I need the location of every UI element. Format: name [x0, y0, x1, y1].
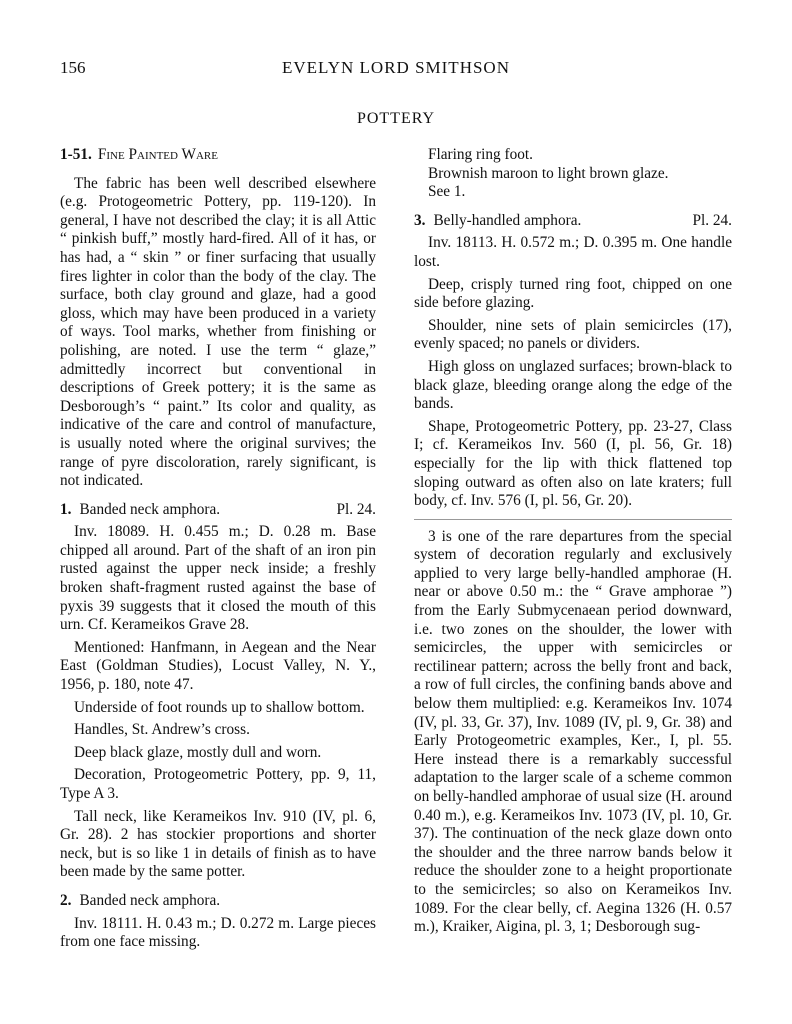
continuation-line: See 1. — [428, 183, 466, 201]
left-column — [60, 146, 376, 952]
entry-1-para: Decoration, Protogeometric Pottery, pp. 9, 11, Type A 3. — [60, 766, 376, 802]
entry-name: Banded neck amphora. — [79, 891, 221, 909]
discussion-paragraph: 3 is one of the rare departures from the special system of decoration regularly and exclusively applied to very large belly-handled amphorae (H. near or above 0.50 m.: the “ Grave amphorae ”) from the Early Submycenaean period downward, i.e. two zones on the shoulder, the lower with semicircles, the upper with semicircles or rectilinear pattern; across the belly front and back, a row of full circles, the confining bands above and below them multiplied: e.g. Kerameikos Inv. 1074 (IV, pl. 33, Gr. 37), Inv. 1089 (IV, pl. 9, Gr. 38) and Early Protogeometric examples, Ker., I, pl. 55. Here instead there is a remarkably successful adaptation to the larger scale of a scheme common on belly-handled amphorae of usual size (H. around 0.40 m.), e.g. Kerameikos Inv. 1073 (IV, pl. 10, Gr. 37). The continuation of the neck glaze down onto the shoulder and the three narrow bands below it reduce the shoulder zone to a height proportionate to the semicircles; so also on Kerameikos Inv. 1089. For the clear belly, cf. Aegina 1326 (H. 0.57 m.), Kraiker, Aigina, pl. 3, 1; Desborough sug- — [414, 527, 732, 936]
entry-name: Belly-handled amphora. — [433, 211, 582, 229]
running-head: EVELYN LORD SMITHSON — [282, 58, 510, 77]
entry-1-para: Underside of foot rounds up to shallow bottom. — [74, 698, 365, 716]
heading-text: Fine Painted Ware — [97, 146, 218, 163]
catalogue-heading — [60, 146, 376, 165]
entry-number: 3. — [414, 211, 426, 229]
entry-3-para: Inv. 18113. H. 0.572 m.; D. 0.395 m. One handle lost. — [414, 234, 732, 270]
entry-3-para: Deep, crisply turned ring foot, chipped on one side before glazing. — [414, 275, 732, 312]
entry-1-para: Handles, St. Andrew’s cross. — [74, 721, 250, 739]
entry-number: 1. — [60, 500, 72, 518]
entry-number: 2. — [60, 891, 72, 909]
plate-ref: Pl. 24. — [692, 211, 732, 229]
entry-1-para: Inv. 18089. H. 0.455 m.; D. 0.28 m. Base chipped all around. Part of the shaft of an iron pin rusted against the upper neck inside; a freshly broken shaft-fragment rusted against the base of pyxis 39 suggests that it closed the mouth of this urn. Cf. Kerameikos Grave 28. — [60, 523, 376, 634]
plate-ref: Pl. 24. — [336, 500, 376, 518]
entry-2-para: Inv. 18111. H. 0.43 m.; D. 0.272 m. Large pieces from one face missing. — [60, 914, 376, 951]
continuation-line: Brownish maroon to light brown glaze. — [428, 164, 669, 182]
entry-1-para: Deep black glaze, mostly dull and worn. — [74, 743, 322, 761]
divider — [414, 519, 732, 520]
page-number: 156 — [60, 58, 86, 77]
section-title: POTTERY — [356, 110, 436, 127]
entry-3-para: Shoulder, nine sets of plain semicircles (17), evenly spaced; no panels or dividers. — [414, 316, 732, 353]
right-column — [414, 146, 732, 937]
entry-1-para: Tall neck, like Kerameikos Inv. 910 (IV, pl. 6, Gr. 28). 2 has stockier proportions and shorter neck, but is so like 1 in details of finish as to have been made by the same potter. — [60, 807, 376, 881]
heading-number: 1-51. — [60, 146, 92, 163]
intro-paragraph: The fabric has been well described elsewhere (e.g. Protogeometric Pottery, pp. 119-120). In general, I have not described the clay; it is all Attic “ pinkish buff,” mostly hard-fired. All of it has, or has had, a “ skin ” or finer surfacing that usually fires lighter in color than the body of the clay. The surface, both clay ground and glaze, had a good gloss, which may have been produced in a variety of ways. Tool marks, whether from finishing or polishing, are noted. I use the term “ glaze,” admittedly incorrect but conventional in descriptions of Greek pottery; it is the same as Desborough’s “ paint.” Its color and quality, as indicative of the care and control of manufacture, is usually noted where the original survives; the range of pyre discoloration, rarely significant, is not indicated. — [60, 174, 376, 490]
entry-1-heading — [60, 501, 376, 520]
entry-3-para: High gloss on unglazed surfaces; brown-black to black glaze, bleeding orange along the edge of the bands. — [414, 357, 732, 413]
continuation-line: Flaring ring foot. — [428, 146, 533, 163]
entry-3-heading — [414, 212, 732, 231]
entry-2-heading — [60, 892, 376, 911]
entry-1-para: Mentioned: Hanfmann, in Aegean and the Near East (Goldman Studies), Locust Valley, N. Y., 1956, p. 180, note 47. — [60, 638, 376, 694]
entry-3-para: Shape, Protogeometric Pottery, pp. 23-27, Class I; cf. Kerameikos Inv. 560 (I, pl. 56, Gr. 18) especially for the lip with thick flattened top sloping outward as often also on late kraters; full body, cf. Inv. 576 (I, pl. 56, Gr. 20). — [414, 417, 732, 510]
entry-name: Banded neck amphora. — [79, 500, 221, 518]
